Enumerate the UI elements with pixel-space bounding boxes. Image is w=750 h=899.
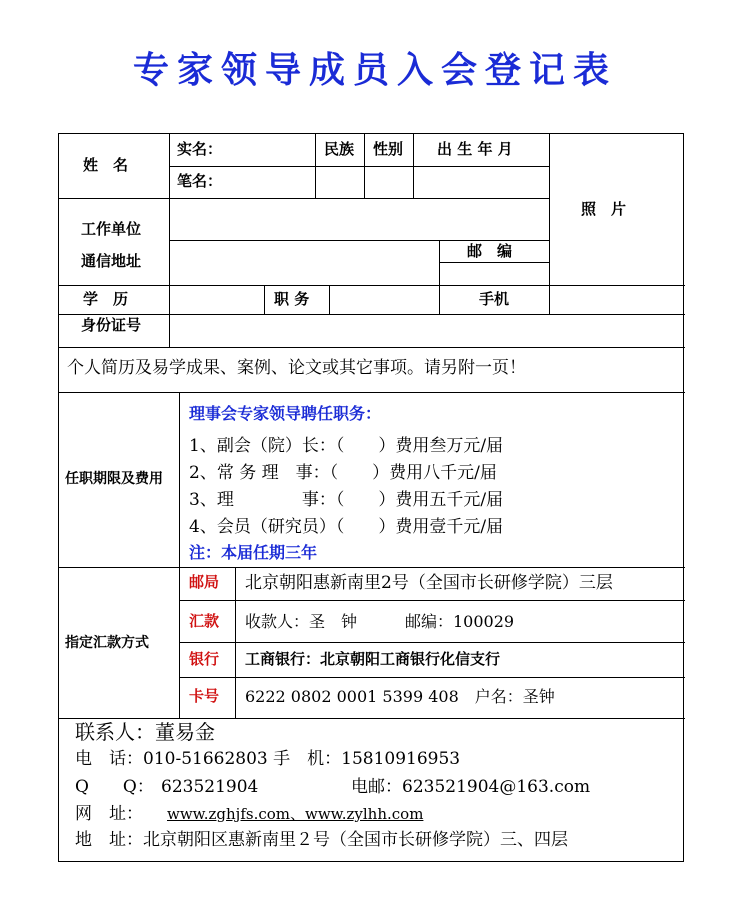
role-item: 1、副会（院）长：（ ）费用叁万元/届: [189, 436, 504, 456]
payment-method: 汇款: [189, 612, 220, 630]
contact-qq-label: Q Q：: [75, 777, 154, 797]
name-label: 姓 名: [83, 156, 129, 174]
term-fee-label: 任职期限及费用: [65, 471, 163, 487]
payment-detail: 北京朝阳惠新南里2号（全国市长研修学院）三层: [245, 573, 613, 593]
payment-detail: 工商银行：北京朝阳工商银行化信支行: [245, 650, 501, 668]
grid-line: [264, 285, 265, 314]
workplace-label: 工作单位: [81, 220, 142, 238]
ethnicity-label: 民族: [324, 140, 355, 158]
contact-phone: 电 话：010-51662803 手 机：15810916953: [75, 749, 461, 769]
contact-address: 地 址：北京朝阳区惠新南里２号（全国市长研修学院）三、四层: [75, 830, 568, 850]
payment-method: 邮局: [189, 573, 220, 591]
payment-method: 卡号: [189, 687, 220, 705]
grid-line: [439, 240, 440, 314]
grid-line: [59, 314, 685, 315]
grid-line: [549, 134, 550, 285]
contact-web-label: 网 址：: [75, 804, 143, 824]
roles-heading: 理事会专家领导聘任职务：: [189, 404, 382, 423]
grid-line: [59, 392, 685, 393]
grid-line: [364, 134, 365, 198]
grid-line: [315, 134, 316, 198]
gender-label: 性别: [373, 140, 404, 158]
grid-line: [235, 567, 236, 718]
payment-detail: 收款人：圣 钟 邮编：100029: [245, 612, 515, 631]
photo-label: 照 片: [581, 200, 627, 218]
grid-line: [179, 600, 685, 601]
grid-line: [59, 567, 685, 568]
mobile-label: 手机: [479, 290, 510, 308]
grid-line: [59, 718, 685, 719]
registration-form: [58, 133, 684, 862]
grid-line: [59, 285, 685, 286]
grid-line: [179, 642, 685, 643]
grid-line: [179, 392, 180, 718]
form-title: 专家领导成员入会登记表: [132, 50, 617, 91]
grid-line: [439, 262, 549, 263]
role-item: 4、会员（研究员）（ ）费用壹千元/届: [189, 517, 504, 537]
grid-line: [179, 677, 685, 678]
grid-line: [169, 134, 170, 347]
grid-line: [413, 134, 414, 198]
pen-name-label: 笔名：: [177, 172, 223, 190]
education-label: 学 历: [83, 290, 129, 308]
grid-line: [549, 285, 550, 314]
grid-line: [59, 347, 685, 348]
payment-detail: 6222 0802 0001 5399 408 户名：圣钟: [245, 687, 555, 706]
real-name-label: 实名：: [177, 140, 223, 158]
grid-line: [59, 198, 549, 199]
postcode-label: 邮 编: [467, 242, 513, 260]
contact-person: 联系人：董易金: [75, 720, 215, 744]
position-label: 职 务: [274, 290, 310, 308]
grid-line: [329, 285, 330, 314]
role-item: 3、理 事：（ ）费用五千元/届: [189, 490, 504, 510]
role-item: 2、常 务 理 事：（ ）费用八千元/届: [189, 463, 497, 483]
remit-label: 指定汇款方式: [65, 635, 149, 651]
address-label: 通信地址: [81, 252, 142, 270]
grid-line: [169, 166, 549, 167]
grid-line: [169, 240, 549, 241]
birth-label: 出 生 年 月: [437, 140, 513, 158]
term-note: 注：本届任期三年: [189, 543, 318, 562]
contact-email: 电邮：623521904@163.com: [351, 777, 591, 797]
contact-web-link[interactable]: www.zghjfs.com、www.zylhh.com: [167, 805, 424, 823]
payment-method: 银行: [189, 650, 220, 668]
resume-note: 个人简历及易学成果、案例、论文或其它事项。请另附一页！: [67, 358, 526, 378]
id-number-label: 身份证号: [81, 316, 142, 334]
contact-qq: 623521904: [161, 777, 259, 797]
